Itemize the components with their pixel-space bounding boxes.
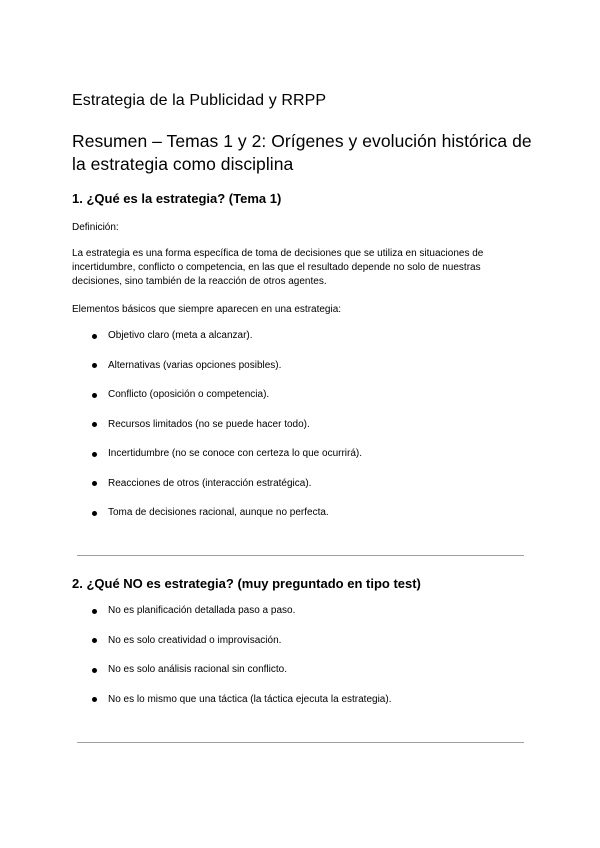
bullet-icon <box>92 481 97 486</box>
bullet-icon <box>92 334 97 339</box>
list-item: Recursos limitados (no se puede hacer todo). <box>72 418 526 448</box>
bullet-icon <box>92 511 97 516</box>
list-item: Alternativas (varias opciones posibles). <box>72 359 526 389</box>
list-item: No es solo creatividad o improvisación. <box>72 634 526 664</box>
section-1-list <box>72 329 526 536</box>
list-item: Conflicto (oposición o competencia). <box>72 388 526 418</box>
section-1-heading: 1. ¿Qué es la estrategia? (Tema 1) <box>72 191 282 206</box>
bullet-icon <box>92 363 97 368</box>
bullet-icon <box>92 697 97 702</box>
list-item: Toma de decisiones racional, aunque no perfecta. <box>72 506 526 536</box>
bullet-icon <box>92 422 97 427</box>
list-item: No es lo mismo que una táctica (la táctica ejecuta la estrategia). <box>72 693 526 723</box>
definition-paragraph: La estrategia es una forma específica de toma de decisiones que se utiliza en situaciones de incertidumbre, conflicto o competencia, en las que el resultado depende no solo de nuestras decisiones, sino también de la reacción de otros agentes. <box>72 248 484 287</box>
section-2-heading: 2. ¿Qué NO es estrategia? (muy preguntado en tipo test) <box>72 576 421 591</box>
bullet-icon <box>92 638 97 643</box>
list-item: Incertidumbre (no se conoce con certeza lo que ocurrirá). <box>72 447 526 477</box>
list-item: Objetivo claro (meta a alcanzar). <box>72 329 526 359</box>
list-item: No es solo análisis racional sin conflicto. <box>72 663 526 693</box>
bullet-icon <box>92 668 97 673</box>
bullet-icon <box>92 393 97 398</box>
horizontal-divider <box>77 555 524 556</box>
list-item: Reacciones de otros (interacción estratégica). <box>72 477 526 507</box>
elements-intro: Elementos básicos que siempre aparecen en una estrategia: <box>72 304 342 315</box>
definition-label: Definición: <box>72 222 119 233</box>
bullet-icon <box>92 452 97 457</box>
horizontal-divider <box>77 742 524 743</box>
list-item: No es planificación detallada paso a paso. <box>72 604 526 634</box>
document-title: Estrategia de la Publicidad y RRPP <box>72 92 327 109</box>
document-subtitle: Resumen – Temas 1 y 2: Orígenes y evolución histórica de la estrategia como disciplina <box>72 131 532 174</box>
section-2-list <box>72 604 526 722</box>
bullet-icon <box>92 609 97 614</box>
